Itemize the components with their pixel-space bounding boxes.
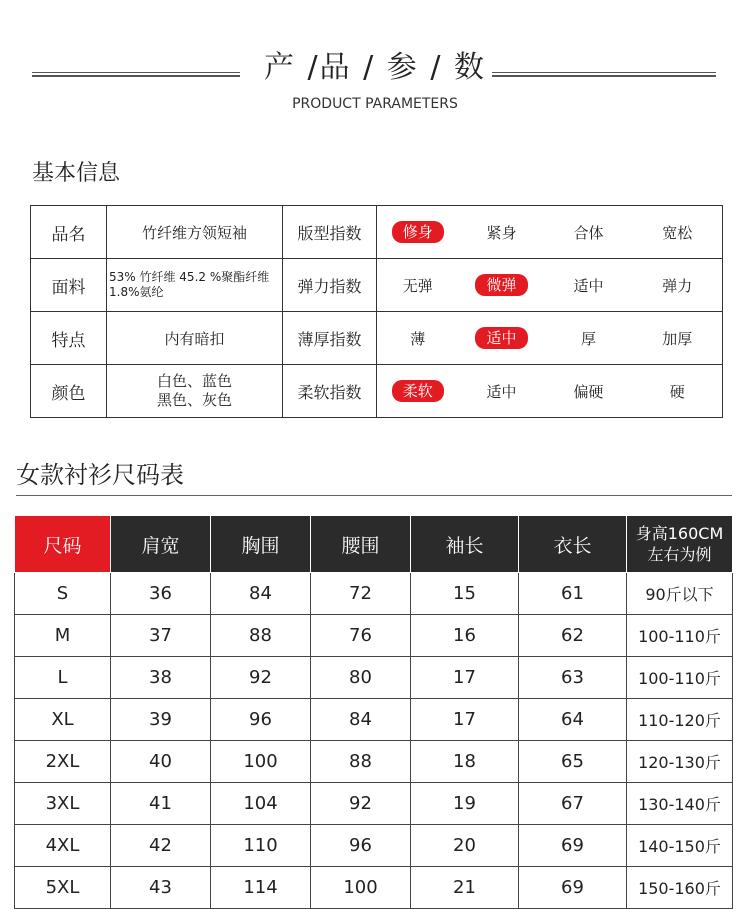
info-value: 53% 竹纤维 45.2 %聚酯纤维 1.8%氨纶	[107, 259, 283, 312]
index-option	[377, 206, 459, 259]
info-label: 面料	[31, 259, 107, 312]
index-option	[377, 259, 459, 312]
size-row	[15, 657, 733, 699]
size-cell: 90斤以下	[627, 573, 733, 615]
size-header-cell: 胸围	[211, 516, 311, 573]
size-header-line: 左右为例	[647, 545, 712, 564]
size-cell: 17	[411, 699, 519, 741]
size-cell: 2XL	[15, 741, 111, 783]
size-row	[15, 783, 733, 825]
size-header-cell: 肩宽	[111, 516, 211, 573]
index-option-label: 加厚	[662, 329, 693, 348]
info-row	[31, 365, 723, 418]
index-option	[459, 365, 545, 418]
index-option	[459, 206, 545, 259]
basic-info-title: 基本信息	[32, 161, 121, 186]
size-cell: 41	[111, 783, 211, 825]
index-option	[459, 312, 545, 365]
info-label: 颜色	[31, 365, 107, 418]
size-cell: 63	[519, 657, 627, 699]
info-value-line: 白色、蓝色	[156, 372, 232, 390]
size-cell: 19	[411, 783, 519, 825]
size-cell: 67	[519, 783, 627, 825]
size-cell: 21	[411, 867, 519, 909]
size-header-cell	[627, 516, 733, 573]
index-option-label: 偏硬	[573, 382, 604, 401]
index-option	[545, 259, 633, 312]
index-option-label: 弹力	[662, 276, 693, 295]
index-option	[545, 206, 633, 259]
size-cell: 96	[311, 825, 411, 867]
size-row	[15, 573, 733, 615]
basic-info-table	[30, 205, 723, 418]
size-cell: 61	[519, 573, 627, 615]
size-cell: 76	[311, 615, 411, 657]
index-option	[377, 365, 459, 418]
index-option-selected: 柔软	[392, 380, 444, 402]
index-option-label: 无弹	[402, 276, 433, 295]
size-cell: 114	[211, 867, 311, 909]
size-cell: 43	[111, 867, 211, 909]
size-header-cell: 衣长	[519, 516, 627, 573]
index-name: 弹力指数	[283, 259, 377, 312]
size-cell: 100-110斤	[627, 615, 733, 657]
size-cell: 62	[519, 615, 627, 657]
size-cell: 4XL	[15, 825, 111, 867]
size-header-cell: 尺码	[15, 516, 111, 573]
info-row	[31, 206, 723, 259]
size-cell: 80	[311, 657, 411, 699]
size-cell: S	[15, 573, 111, 615]
size-cell: 39	[111, 699, 211, 741]
size-row	[15, 615, 733, 657]
size-cell: 110-120斤	[627, 699, 733, 741]
index-option-label: 紧身	[486, 223, 517, 242]
size-cell: 92	[211, 657, 311, 699]
info-value	[107, 365, 283, 418]
index-option-label: 合体	[573, 223, 604, 242]
index-option	[459, 259, 545, 312]
index-option	[377, 312, 459, 365]
info-row	[31, 259, 723, 312]
size-cell: 100	[211, 741, 311, 783]
size-cell: 92	[311, 783, 411, 825]
size-cell: 69	[519, 867, 627, 909]
size-header-line: 身高160CM	[635, 524, 724, 543]
size-header-cell: 袖长	[411, 516, 519, 573]
info-value: 内有暗扣	[107, 312, 283, 365]
size-cell: 140-150斤	[627, 825, 733, 867]
size-cell: 16	[411, 615, 519, 657]
index-name: 薄厚指数	[283, 312, 377, 365]
index-option	[545, 365, 633, 418]
index-option	[545, 312, 633, 365]
size-cell: 17	[411, 657, 519, 699]
size-header-cell: 腰围	[311, 516, 411, 573]
size-chart-table	[14, 515, 733, 909]
info-value: 竹纤维方领短袖	[107, 206, 283, 259]
size-cell: 18	[411, 741, 519, 783]
size-row	[15, 699, 733, 741]
index-option-selected: 修身	[392, 221, 444, 243]
size-cell: 36	[111, 573, 211, 615]
size-cell: 88	[311, 741, 411, 783]
size-cell: 40	[111, 741, 211, 783]
size-cell: 96	[211, 699, 311, 741]
size-cell: 100	[311, 867, 411, 909]
size-row	[15, 825, 733, 867]
size-cell: 130-140斤	[627, 783, 733, 825]
size-cell: 65	[519, 741, 627, 783]
index-option-label: 厚	[580, 329, 596, 348]
size-cell: 104	[211, 783, 311, 825]
page-title: 产 /品 / 参 / 数	[263, 50, 486, 85]
index-option-label: 薄	[410, 329, 426, 348]
size-cell: 3XL	[15, 783, 111, 825]
size-cell: 150-160斤	[627, 867, 733, 909]
index-option-label: 硬	[669, 382, 685, 401]
size-cell: 5XL	[15, 867, 111, 909]
index-option-selected: 适中	[475, 327, 527, 349]
info-label: 品名	[31, 206, 107, 259]
size-cell: 72	[311, 573, 411, 615]
size-cell: 84	[311, 699, 411, 741]
size-chart-title: 女款衬衫尺码表	[16, 461, 184, 489]
size-cell: L	[15, 657, 111, 699]
size-cell: M	[15, 615, 111, 657]
size-cell: 42	[111, 825, 211, 867]
size-cell: 64	[519, 699, 627, 741]
size-cell: 88	[211, 615, 311, 657]
section-divider	[16, 495, 732, 496]
size-cell: XL	[15, 699, 111, 741]
size-row	[15, 741, 733, 783]
size-cell: 110	[211, 825, 311, 867]
info-row	[31, 312, 723, 365]
index-option	[633, 365, 723, 418]
index-option	[633, 312, 723, 365]
size-cell: 120-130斤	[627, 741, 733, 783]
index-option	[633, 206, 723, 259]
size-cell: 37	[111, 615, 211, 657]
size-row	[15, 867, 733, 909]
size-cell: 100-110斤	[627, 657, 733, 699]
size-cell: 38	[111, 657, 211, 699]
page-subtitle: PRODUCT PARAMETERS	[292, 96, 458, 112]
index-option-label: 适中	[486, 382, 517, 401]
size-cell: 20	[411, 825, 519, 867]
index-option	[633, 259, 723, 312]
index-option-label: 宽松	[662, 223, 693, 242]
size-cell: 69	[519, 825, 627, 867]
size-cell: 84	[211, 573, 311, 615]
index-option-selected: 微弹	[475, 274, 527, 296]
info-value-line: 黑色、灰色	[156, 391, 232, 409]
index-option-label: 适中	[573, 276, 604, 295]
index-name: 版型指数	[283, 206, 377, 259]
info-label: 特点	[31, 312, 107, 365]
index-name: 柔软指数	[283, 365, 377, 418]
size-cell: 15	[411, 573, 519, 615]
